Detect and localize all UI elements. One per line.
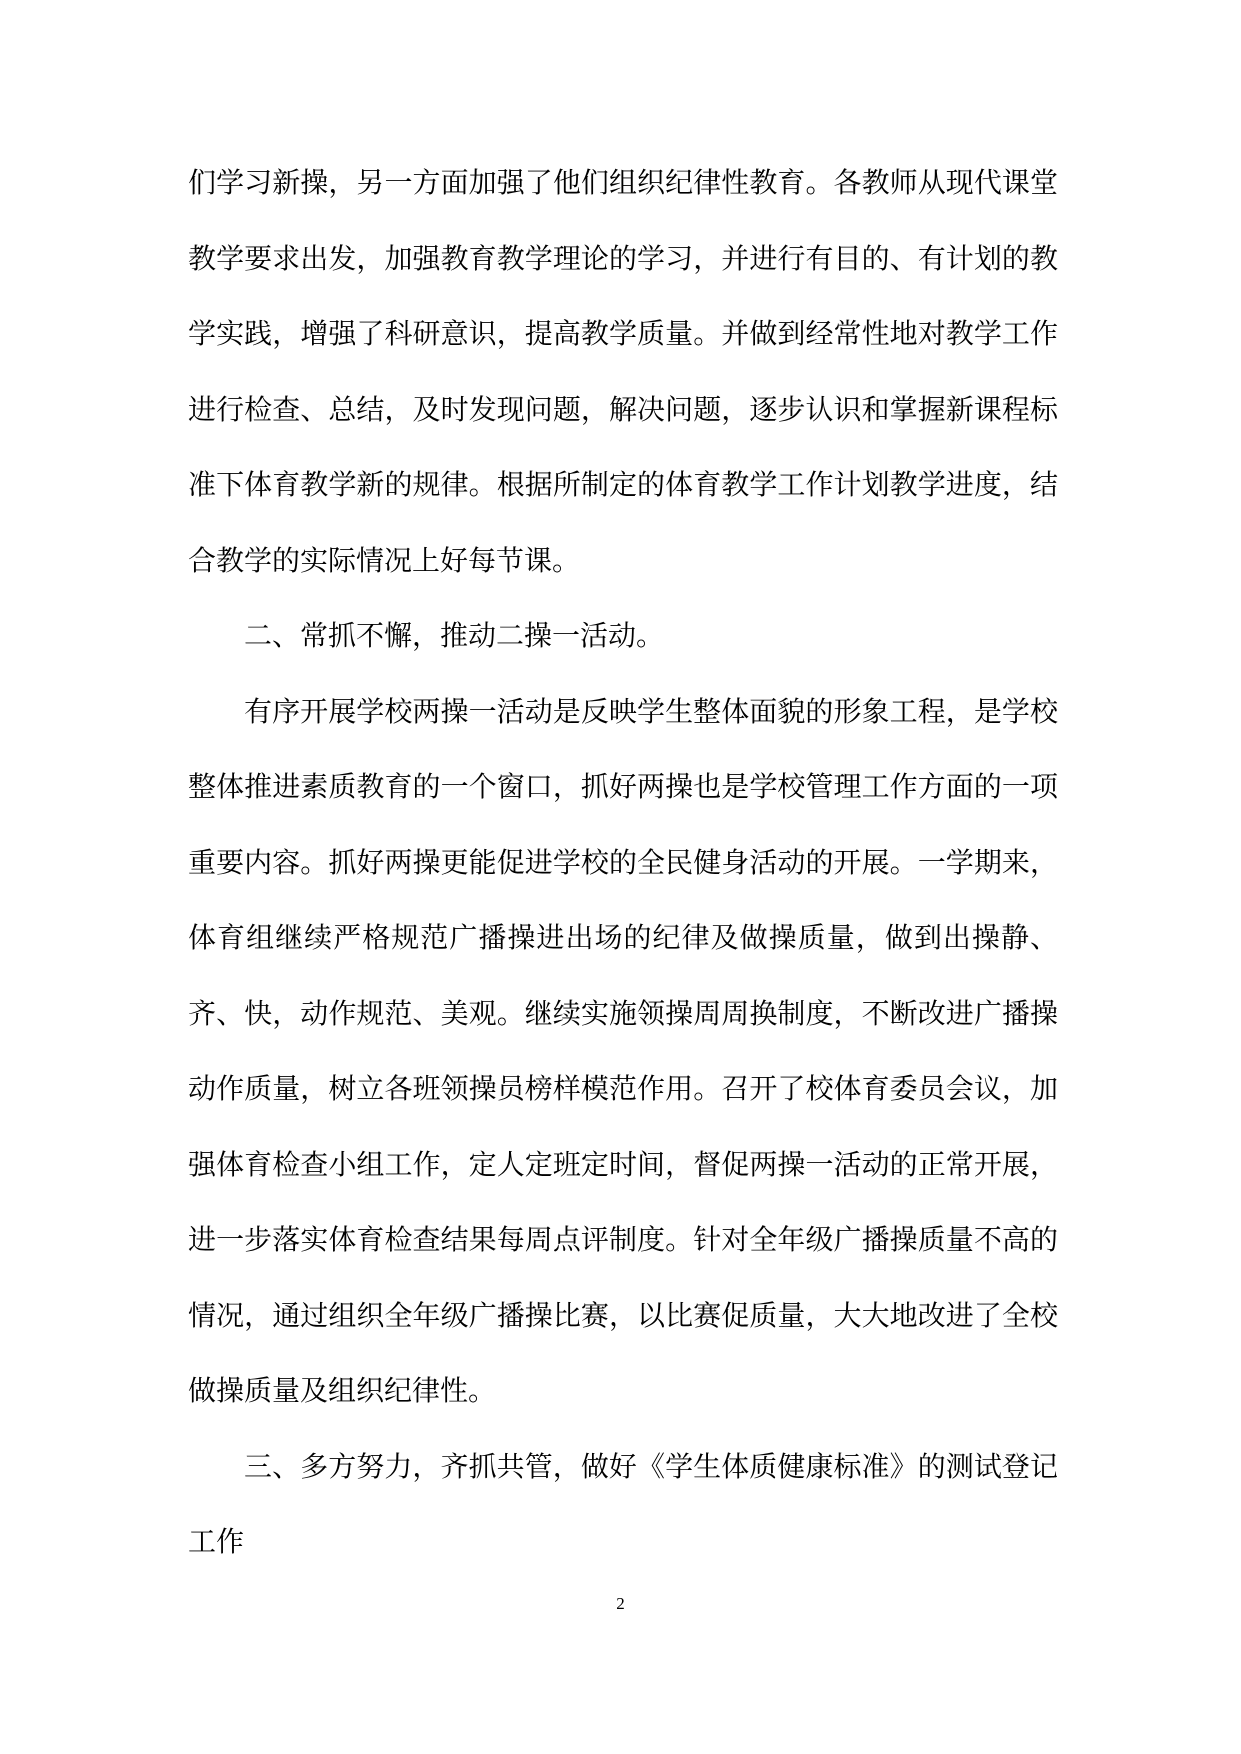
paragraph-two-exercises: 有序开展学校两操一活动是反映学生整体面貌的形象工程，是学校整体推进素质教育的一个窗口，抓好两操也是学校管理工作方面的一项重要内容。抓好两操更能促进学校的全民健身活动的开展。一学期来，体育组继续严格规范广播操进出场的纪律及做操质量，做到出操静、齐、快，动作规范、美观。继续实施领操周周换制度，不断改进广播操动作质量，树立各班领操员榜样模范作用。召开了校体育委员会议，加强体育检查小组工作，定人定班定时间，督促两操一活动的正常开展，进一步落实体育检查结果每周点评制度。针对全年级广播操质量不高的情况，通过组织全年级广播操比赛，以比赛促质量，大大地改进了全校做操质量及组织纪律性。 <box>188 694 1058 1407</box>
page-number: 2 <box>616 1594 625 1613</box>
section-heading-3: 三、多方努力，齐抓共管，做好《学生体质健康标准》的测试登记工作 <box>188 1449 1058 1558</box>
paragraph-continued: 们学习新操，另一方面加强了他们组织纪律性教育。各教师从现代课堂教学要求出发，加强教育教学理论的学习，并进行有目的、有计划的教学实践，增强了科研意识，提高教学质量。并做到经常性地对教学工作进行检查、总结，及时发现问题，解决问题，逐步认识和掌握新课程标准下体育教学新的规律。根据所制定的体育教学工作计划教学进度，结合教学的实际情况上好每节课。 <box>188 166 1058 577</box>
section-heading-2: 二、常抓不懈，推动二操一活动。 <box>244 619 665 652</box>
document-body <box>188 145 1058 1580</box>
